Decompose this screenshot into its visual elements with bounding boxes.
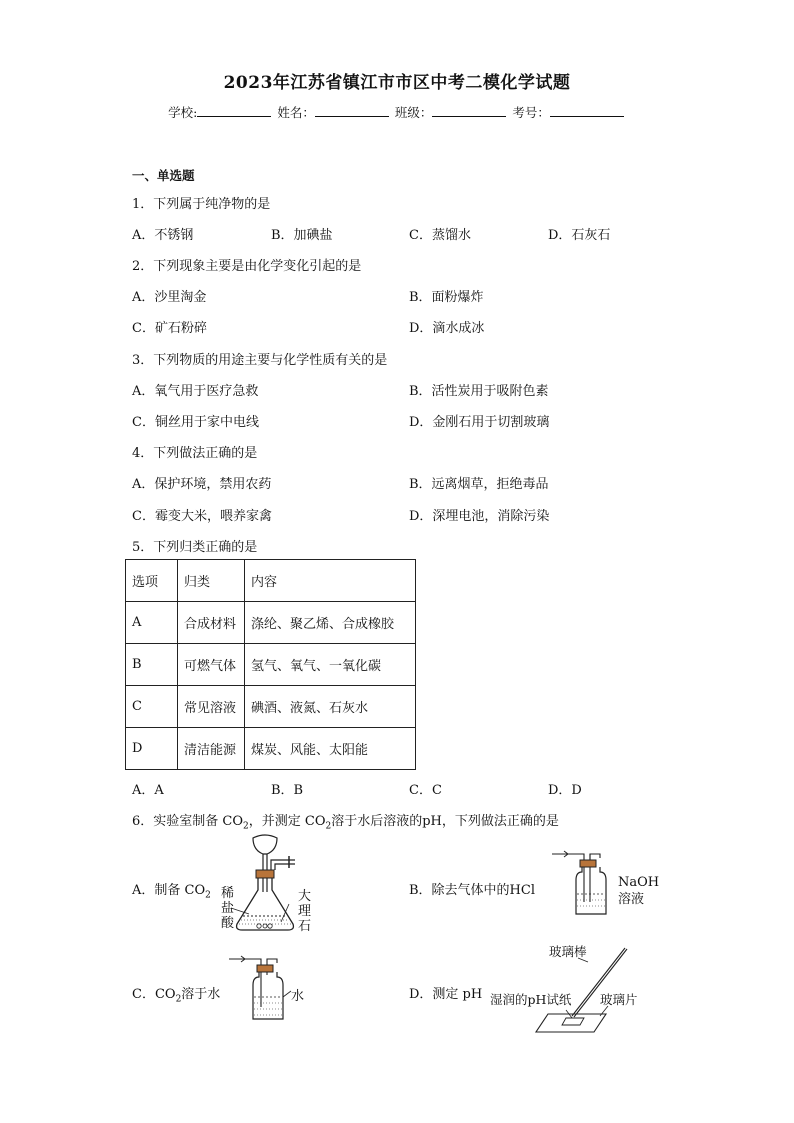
class-blank[interactable] bbox=[432, 104, 506, 117]
gas-wash-bottle-naoh-figure bbox=[548, 846, 620, 920]
q3-option-a[interactable]: A．氧气用于医疗急救 bbox=[132, 384, 259, 399]
school-blank[interactable] bbox=[197, 104, 271, 117]
label-char: 石 bbox=[298, 919, 312, 934]
name-label: 姓名： bbox=[277, 105, 315, 120]
q4-option-a[interactable]: A．保护环境，禁用农药 bbox=[132, 477, 272, 492]
option-text: C．CO bbox=[132, 987, 176, 1002]
q4-option-b[interactable]: B．远离烟草，拒绝毒品 bbox=[409, 477, 549, 492]
table-cell: 涤纶、聚乙烯、合成橡胶 bbox=[245, 602, 416, 644]
class-label: 班级： bbox=[394, 105, 433, 120]
stem-part: 溶于水后溶液的pH，下列做法正确的是 bbox=[331, 814, 559, 829]
question-5-stem: 5．下列归类正确的是 bbox=[132, 540, 258, 555]
label-line: NaOH bbox=[618, 875, 660, 890]
q2-option-d[interactable]: D．滴水成冰 bbox=[409, 321, 485, 336]
table-cell: 清洁能源 bbox=[178, 728, 245, 770]
q5-option-d[interactable]: D．D bbox=[548, 783, 582, 798]
header-cell: 选项 bbox=[126, 560, 178, 602]
subscript: 2 bbox=[325, 821, 332, 832]
question-2-stem: 2．下列现象主要是由化学变化引起的是 bbox=[132, 259, 362, 274]
label-line: 溶液 bbox=[618, 892, 645, 907]
q6-option-b[interactable]: B．除去气体中的HCl bbox=[409, 883, 535, 898]
table-cell: 氢气、氧气、一氧化碳 bbox=[245, 644, 416, 686]
q5-option-c[interactable]: C．C bbox=[409, 783, 442, 798]
label-water: 水 bbox=[291, 989, 305, 1004]
label-glass-plate: 玻璃片 bbox=[600, 992, 638, 1007]
table-cell: 可燃气体 bbox=[178, 644, 245, 686]
table-cell: 碘酒、液氮、石灰水 bbox=[245, 686, 416, 728]
name-blank[interactable] bbox=[315, 104, 389, 117]
q5-option-b[interactable]: B．B bbox=[271, 783, 304, 798]
subscript: 2 bbox=[243, 821, 249, 832]
label-dilute-hcl bbox=[221, 886, 235, 931]
q5-option-a[interactable]: A．A bbox=[132, 783, 164, 798]
table-cell: A bbox=[126, 602, 178, 644]
q6-option-a[interactable] bbox=[132, 879, 211, 901]
option-text: A．制备 CO bbox=[132, 883, 206, 898]
q4-option-c[interactable]: C．霉变大米，喂养家禽 bbox=[132, 509, 272, 524]
q6-option-d[interactable]: D．测定 pH bbox=[409, 987, 483, 1002]
table-cell: 合成材料 bbox=[178, 602, 245, 644]
classification-table bbox=[125, 559, 416, 770]
table-row bbox=[126, 686, 416, 728]
q1-option-a[interactable]: A．不锈钢 bbox=[132, 228, 194, 243]
q2-option-a[interactable]: A．沙里淘金 bbox=[132, 290, 207, 305]
section-heading: 一、单选题 bbox=[132, 168, 195, 183]
label-wet-ph-paper: 湿润的pH试纸 bbox=[490, 992, 572, 1007]
q6-option-c[interactable] bbox=[132, 983, 220, 1005]
label-marble bbox=[298, 889, 312, 934]
school-label: 学校: bbox=[168, 105, 198, 120]
label-char: 大 bbox=[298, 889, 312, 904]
label-char: 稀 bbox=[221, 886, 235, 901]
q2-option-b[interactable]: B．面粉爆炸 bbox=[409, 290, 484, 305]
page-title: 2023年江苏省镇江市市区中考二模化学试题 bbox=[223, 73, 571, 93]
stem-part: 6．实验室制备 CO bbox=[132, 814, 244, 829]
label-naoh-solution bbox=[618, 874, 659, 908]
table-cell: D bbox=[126, 728, 178, 770]
table-header-row bbox=[126, 560, 416, 602]
exam-no-blank[interactable] bbox=[550, 104, 624, 117]
option-text: 溶于水 bbox=[181, 987, 221, 1002]
table-cell: B bbox=[126, 644, 178, 686]
q3-option-c[interactable]: C．铜丝用于家中电线 bbox=[132, 415, 259, 430]
label-glass-rod: 玻璃棒 bbox=[549, 944, 587, 959]
table-row bbox=[126, 602, 416, 644]
question-1-stem: 1．下列属于纯净物的是 bbox=[132, 197, 271, 212]
exam-no-label: 考号： bbox=[512, 105, 550, 120]
subscript: 2 bbox=[205, 890, 211, 901]
student-info-line bbox=[0, 103, 794, 121]
label-char: 盐 bbox=[221, 901, 235, 916]
q4-option-d[interactable]: D．深埋电池，消除污染 bbox=[409, 509, 550, 524]
label-char: 酸 bbox=[221, 916, 235, 931]
header-cell: 内容 bbox=[245, 560, 416, 602]
stem-part: ，并测定 CO bbox=[248, 814, 326, 829]
q1-option-b[interactable]: B．加碘盐 bbox=[271, 228, 333, 243]
table-row bbox=[126, 728, 416, 770]
q3-option-b[interactable]: B．活性炭用于吸附色素 bbox=[409, 384, 549, 399]
table-row bbox=[126, 644, 416, 686]
q2-option-c[interactable]: C．矿石粉碎 bbox=[132, 321, 207, 336]
q1-option-d[interactable]: D．石灰石 bbox=[548, 228, 611, 243]
subscript: 2 bbox=[175, 994, 182, 1005]
question-6-stem bbox=[132, 810, 559, 832]
label-char: 理 bbox=[298, 904, 312, 919]
q1-option-c[interactable]: C．蒸馏水 bbox=[409, 228, 471, 243]
table-cell: 煤炭、风能、太阳能 bbox=[245, 728, 416, 770]
table-cell: C bbox=[126, 686, 178, 728]
header-cell: 归类 bbox=[178, 560, 245, 602]
gas-bottle-water-figure bbox=[225, 951, 297, 1025]
table-cell: 常见溶液 bbox=[178, 686, 245, 728]
question-3-stem: 3．下列物质的用途主要与化学性质有关的是 bbox=[132, 353, 388, 368]
question-4-stem: 4．下列做法正确的是 bbox=[132, 446, 258, 461]
q3-option-d[interactable]: D．金刚石用于切割玻璃 bbox=[409, 415, 550, 430]
